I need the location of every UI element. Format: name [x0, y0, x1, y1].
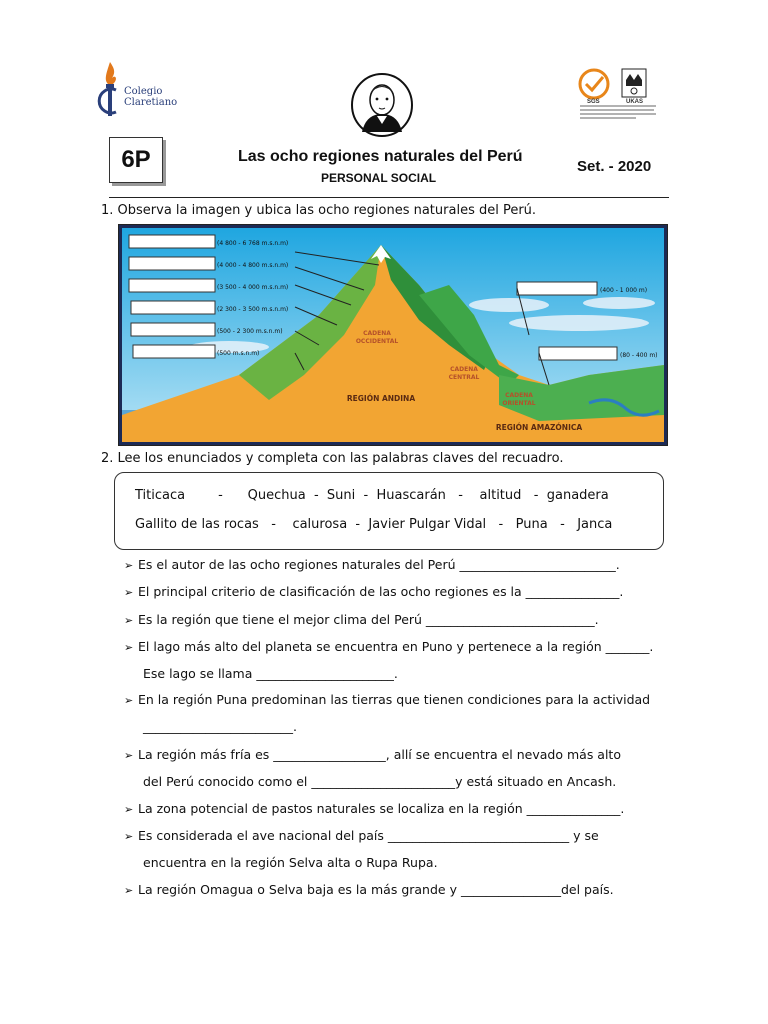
subject-label: PERSONAL SOCIAL [321, 171, 437, 185]
map-text-oriental-2: ORIENTAL [502, 400, 536, 407]
statement-7: ➢ La zona potencial de pastos naturales se localiza en la región _______________. [124, 801, 625, 816]
ukas-label: UKAS [626, 99, 644, 105]
altitude-label-2: (4 000 - 4 800 m.s.n.m) [217, 262, 289, 269]
sgs-label: SGS [587, 99, 600, 105]
altitude-label-4: (2 300 - 3 500 m.s.n.m) [217, 306, 289, 313]
altitude-label-7: (400 - 1 000 m) [600, 287, 648, 294]
torch-logo-icon [96, 60, 126, 120]
statement-2: ➢ El principal criterio de clasificación de las ocho regiones es la _______________. [124, 584, 624, 599]
keywords-line-2: Gallito de las rocas - calurosa - Javier Pulgar Vidal - Puna - Janca [135, 517, 613, 532]
map-text-andina: REGIÓN ANDINA [346, 394, 416, 403]
altitude-label-3: (3 500 - 4 000 m.s.n.m) [217, 284, 289, 291]
map-text-occidental-2: OCCIDENTAL [355, 338, 399, 345]
altitude-label-6: (500 m.s.n.m) [217, 350, 260, 357]
map-text-occidental-1: CADENA [363, 330, 391, 337]
page-title: Las ocho regiones naturales del Perú [238, 148, 523, 165]
statement-6: ➢ La región más fría es __________________, allí se encuentra el nevado más alto [124, 747, 621, 762]
statement-3: ➢ Es la región que tiene el mejor clima del Perú ___________________________. [124, 612, 599, 627]
arrow-bullet-icon: ➢ [124, 694, 134, 707]
keywords-box [114, 472, 664, 550]
arrow-bullet-icon: ➢ [124, 749, 134, 762]
regions-diagram [118, 224, 668, 446]
statement-1: ➢ Es el autor de las ocho regiones naturales del Perú _________________________. [124, 557, 620, 572]
school-name-line1: Colegio [124, 86, 163, 97]
arrow-bullet-icon: ➢ [124, 803, 134, 816]
question-2-prompt: 2. Lee los enunciados y completa con las palabras claves del recuadro. [101, 451, 564, 466]
arrow-bullet-icon: ➢ [124, 559, 134, 572]
altitude-label-1: (4 800 - 6 768 m.s.n.m) [217, 240, 289, 247]
statement-8: ➢ Es considerada el ave nacional del país _____________________________ y se [124, 828, 599, 843]
map-text-central-1: CADENA [450, 366, 478, 373]
arrow-bullet-icon: ➢ [124, 614, 134, 627]
statement-5: ➢ En la región Puna predominan las tierras que tienen condiciones para la actividad [124, 692, 651, 707]
map-text-oriental-1: CADENA [505, 392, 533, 399]
statement-4-cont: Ese lago se llama ______________________. [143, 666, 398, 681]
header-divider [109, 197, 669, 198]
school-logo [96, 60, 186, 120]
map-text-amazonica: REGIÓN AMAZÓNICA [495, 423, 583, 432]
ukas-crown-icon [622, 69, 646, 97]
certification-logos [576, 66, 660, 122]
arrow-bullet-icon: ➢ [124, 830, 134, 843]
altitude-label-5: (500 - 2 300 m.s.n.m) [217, 328, 283, 335]
altitude-label-8: (80 - 400 m) [620, 352, 658, 359]
keywords-line-1: Titicaca - Quechua - Suni - Huascarán - altitud - ganadera [135, 488, 609, 503]
statement-8-cont: encuentra en la región Selva alta o Rupa Rupa. [143, 855, 438, 870]
statement-4: ➢ El lago más alto del planeta se encuentra en Puno y pertenece a la región _______. [124, 639, 654, 654]
date-label: Set. - 2020 [577, 158, 652, 175]
statement-9: ➢ La región Omagua o Selva baja es la más grande y ________________del país. [124, 882, 614, 897]
arrow-bullet-icon: ➢ [124, 641, 134, 654]
arrow-bullet-icon: ➢ [124, 884, 134, 897]
arrow-bullet-icon: ➢ [124, 586, 134, 599]
question-1-prompt: 1. Observa la imagen y ubica las ocho regiones naturales del Perú. [101, 203, 537, 218]
school-name-line2: Claretiano [124, 97, 178, 108]
statement-6-cont: del Perú conocido como el _______________________y está situado en Ancash. [143, 774, 617, 789]
sgs-seal-icon [580, 70, 608, 98]
grade-code-box: 6P [109, 137, 163, 183]
map-text-central-2: CENTRAL [448, 374, 480, 381]
founder-portrait-icon [350, 72, 414, 138]
statement-5-cont: ________________________. [143, 719, 297, 734]
